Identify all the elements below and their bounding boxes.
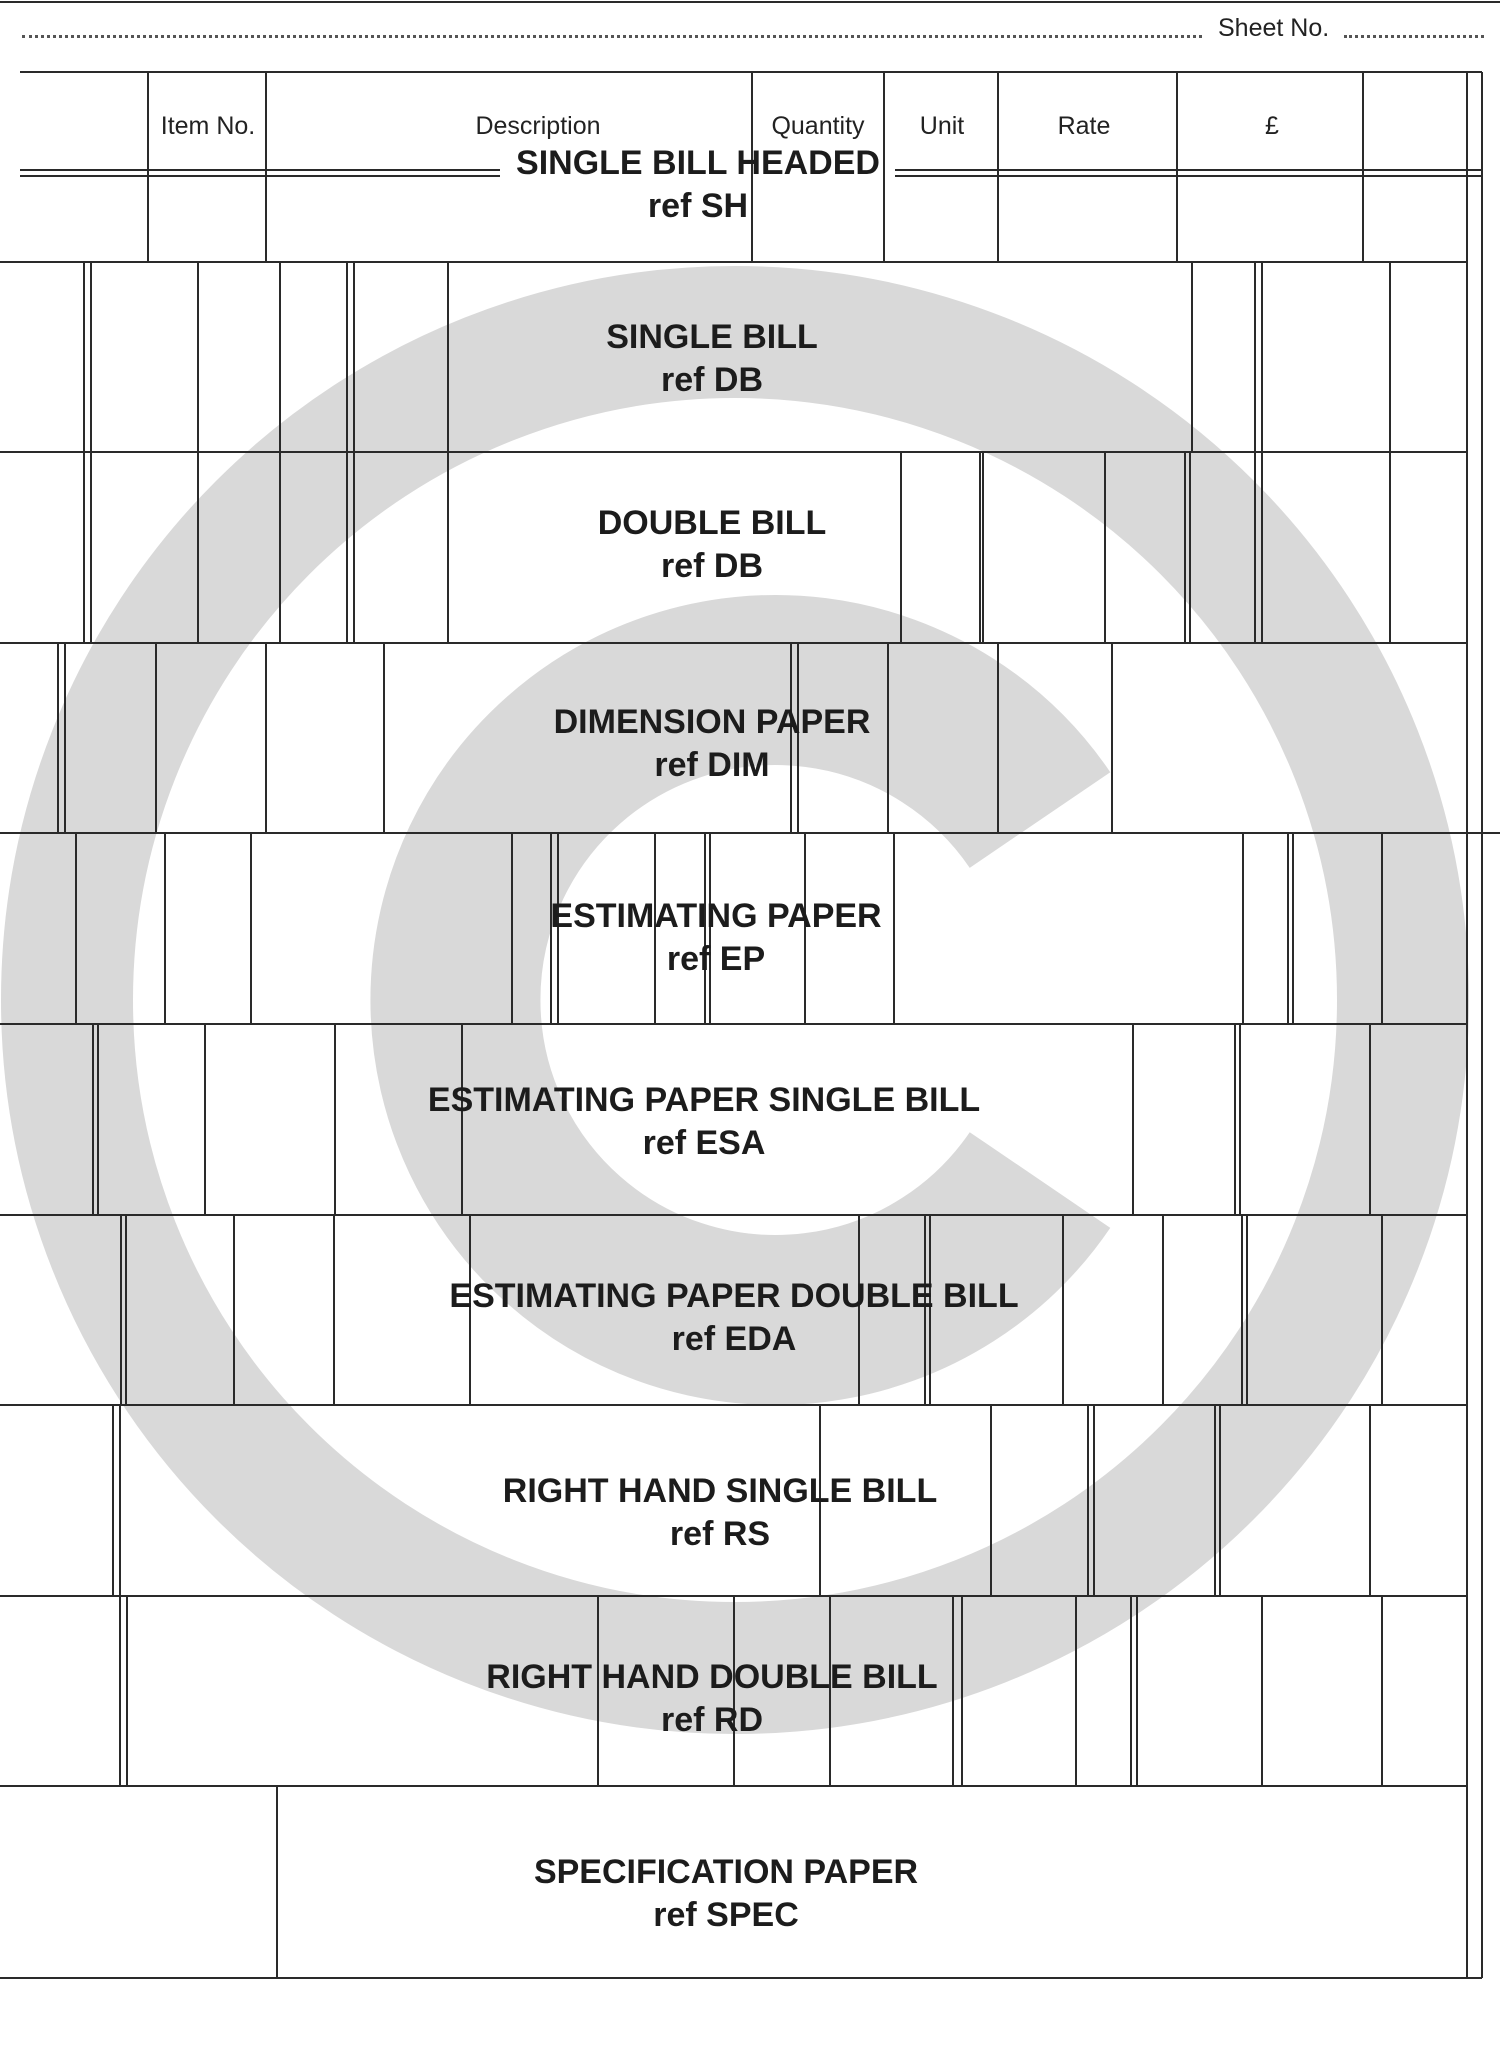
paper-style-title: ESTIMATING PAPER DOUBLE BILL — [449, 1277, 1019, 1315]
paper-style-title: SINGLE BILL HEADED — [516, 144, 880, 182]
paper-style-specification-paper — [534, 1851, 918, 1937]
paper-style-title: SPECIFICATION PAPER — [533, 1853, 919, 1891]
paper-style-ref: ref RD — [660, 1701, 764, 1739]
header-quantity: Quantity — [771, 112, 865, 140]
paper-style-title: DIMENSION PAPER — [553, 703, 871, 741]
paper-style-ref: ref EP — [666, 940, 766, 978]
header-item-no: Item No. — [160, 112, 256, 140]
paper-style-right-hand-single-bill — [503, 1470, 937, 1556]
paper-style-ref: ref ESA — [642, 1124, 766, 1162]
paper-style-ref: ref SPEC — [653, 1896, 799, 1934]
header-unit: Unit — [919, 112, 965, 140]
paper-style-title: ESTIMATING PAPER SINGLE BILL — [427, 1081, 981, 1119]
paper-style-ref: ref DB — [660, 361, 764, 399]
paper-style-estimating-paper — [550, 895, 881, 981]
paper-style-title: RIGHT HAND SINGLE BILL — [502, 1472, 938, 1510]
paper-style-title: DOUBLE BILL — [597, 504, 827, 542]
paper-style-right-hand-double-bill — [486, 1656, 937, 1742]
paper-style-title: SINGLE BILL — [606, 318, 818, 356]
paper-style-title: ESTIMATING PAPER — [550, 897, 882, 935]
paper-style-single-bill-headed — [516, 142, 880, 228]
sheet-number-label: Sheet No. — [1218, 14, 1330, 42]
paper-style-ref: ref RS — [669, 1515, 771, 1553]
paper-style-ref: ref SH — [647, 187, 749, 225]
paper-style-estimating-paper-double-bill — [449, 1275, 1018, 1361]
paper-style-estimating-paper-single-bill — [428, 1079, 980, 1165]
header-amount: £ — [1265, 112, 1279, 140]
sheet-no-dots-left — [22, 35, 1202, 38]
header-rate: Rate — [1057, 112, 1111, 140]
paper-style-ref: ref DB — [660, 547, 764, 585]
header-description: Description — [475, 112, 601, 140]
paper-style-dimension-paper — [554, 701, 871, 787]
paper-style-ref: ref EDA — [671, 1320, 797, 1358]
paper-style-title: RIGHT HAND DOUBLE BILL — [486, 1658, 938, 1696]
sheet-no-dots-right — [1344, 35, 1484, 38]
paper-style-double-bill — [598, 502, 827, 588]
paper-style-ref: ref DIM — [654, 746, 770, 784]
paper-style-single-bill — [606, 316, 818, 402]
